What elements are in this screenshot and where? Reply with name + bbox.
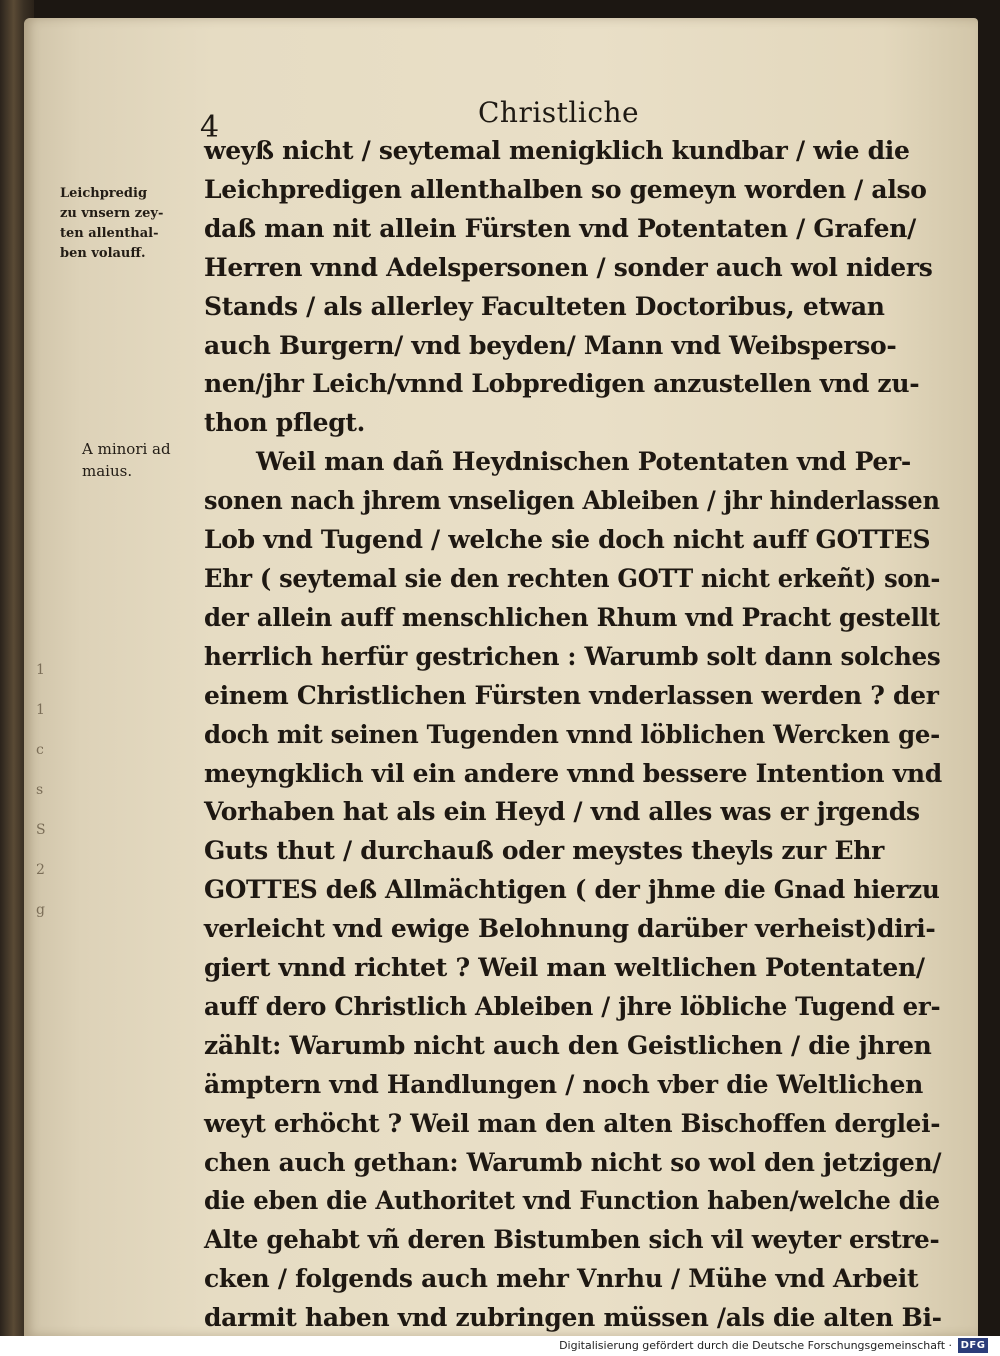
dfg-logo: DFG [958, 1338, 988, 1353]
funding-credit: Digitalisierung gefördert durch die Deutsche Forschungsgemeinschaft · [559, 1339, 952, 1352]
text-line: GOTTES deß Allmächtigen ( der jhme die Gnad hierzu [204, 875, 940, 905]
text-line: nen/jhr Leich/vnnd Lobpredigen anzustellen vnd zu- [204, 369, 920, 399]
margin-note-line: ben volauff. [60, 246, 146, 261]
page-number: 4 [200, 110, 220, 145]
margin-note-leichpredig [60, 184, 192, 264]
text-line: herrlich herfür gestrichen : Warumb solt dann solches [204, 641, 941, 671]
text-line: Alte gehabt vñ deren Bistumben sich vil weyter erstre- [204, 1225, 940, 1255]
text-line: doch mit seinen Tugenden vnnd löblichen Wercken ge- [204, 719, 940, 749]
text-line: auch Burgern/ vnd beyden/ Mann vnd Weibsperso- [204, 330, 897, 360]
text-line: weyt erhöcht ? Weil man den alten Bischoffen derglei- [204, 1108, 941, 1138]
text-line: cken / folgends auch mehr Vnrhu / Mühe vnd Arbeit [204, 1264, 919, 1294]
bleed-through-marks: 1 1 c s S 2 g [36, 662, 46, 918]
margin-note-line: maius. [82, 462, 133, 480]
text-line: zählt: Warumb nicht auch den Geistlichen / die jhren [204, 1030, 932, 1060]
text-line: ämptern vnd Handlungen / noch vber die Weltlichen [204, 1069, 924, 1099]
body-text [204, 132, 944, 1336]
margin-note-line: zu vnsern zey- [60, 206, 164, 221]
text-line: sonen nach jhrem vnseligen Ableiben / jhr hinderlassen [204, 486, 940, 516]
text-line: Lob vnd Tugend / welche sie doch nicht auff GOTTES [204, 525, 931, 555]
text-line: die eben die Authoritet vnd Function haben/welche die [204, 1186, 940, 1216]
text-line: Vorhaben hat als ein Heyd / vnd alles was er jrgends [204, 797, 920, 827]
text-line: Guts thut / durchauß oder meystes theyls zur Ehr [204, 836, 884, 866]
text-line: meyngklich vil ein andere vnnd bessere Intention vnd [204, 758, 942, 788]
margin-note-a-minori [82, 438, 214, 482]
text-line: auff dero Christlich Ableiben / jhre löbliche Tugend er- [204, 991, 941, 1021]
margin-note-line: Leichpredig [60, 186, 148, 201]
text-line: einem Christlichen Fürsten vnderlassen werden ? der [204, 680, 939, 710]
footer-bar [0, 1336, 1000, 1356]
text-line: thon pflegt. [204, 408, 366, 438]
text-line: Leichpredigen allenthalben so gemeyn worden / also [204, 174, 927, 204]
text-line: Stands / als allerley Faculteten Doctoribus, etwan [204, 291, 885, 321]
text-line: darmit haben vnd zubringen müssen /als die alten Bi- [204, 1303, 942, 1333]
text-line: giert vnnd richtet ? Weil man weltlichen Potentaten/ [204, 953, 925, 983]
text-line: Weil man dañ Heydnischen Potentaten vnd Per- [256, 447, 911, 477]
margin-note-line: ten allenthal- [60, 226, 159, 241]
text-line: Herren vnnd Adelspersonen / sonder auch wol niders [204, 252, 933, 282]
text-line: weyß nicht / seytemal menigklich kundbar / wie die [204, 136, 910, 165]
text-line: Ehr ( seytemal sie den rechten GOTT nicht erkeñt) son- [204, 563, 941, 593]
text-line: der allein auff menschlichen Rhum vnd Pracht gestellt [204, 602, 940, 632]
text-line: daß man nit allein Fürsten vnd Potentaten / Grafen/ [204, 213, 916, 243]
text-line: verleicht vnd ewige Belohnung darüber verheist)diri- [204, 914, 936, 944]
margin-note-line: A minori ad [82, 440, 171, 458]
text-line: chen auch gethan: Warumb nicht so wol den jetzigen/ [204, 1147, 942, 1177]
running-head: Christliche [478, 96, 640, 129]
